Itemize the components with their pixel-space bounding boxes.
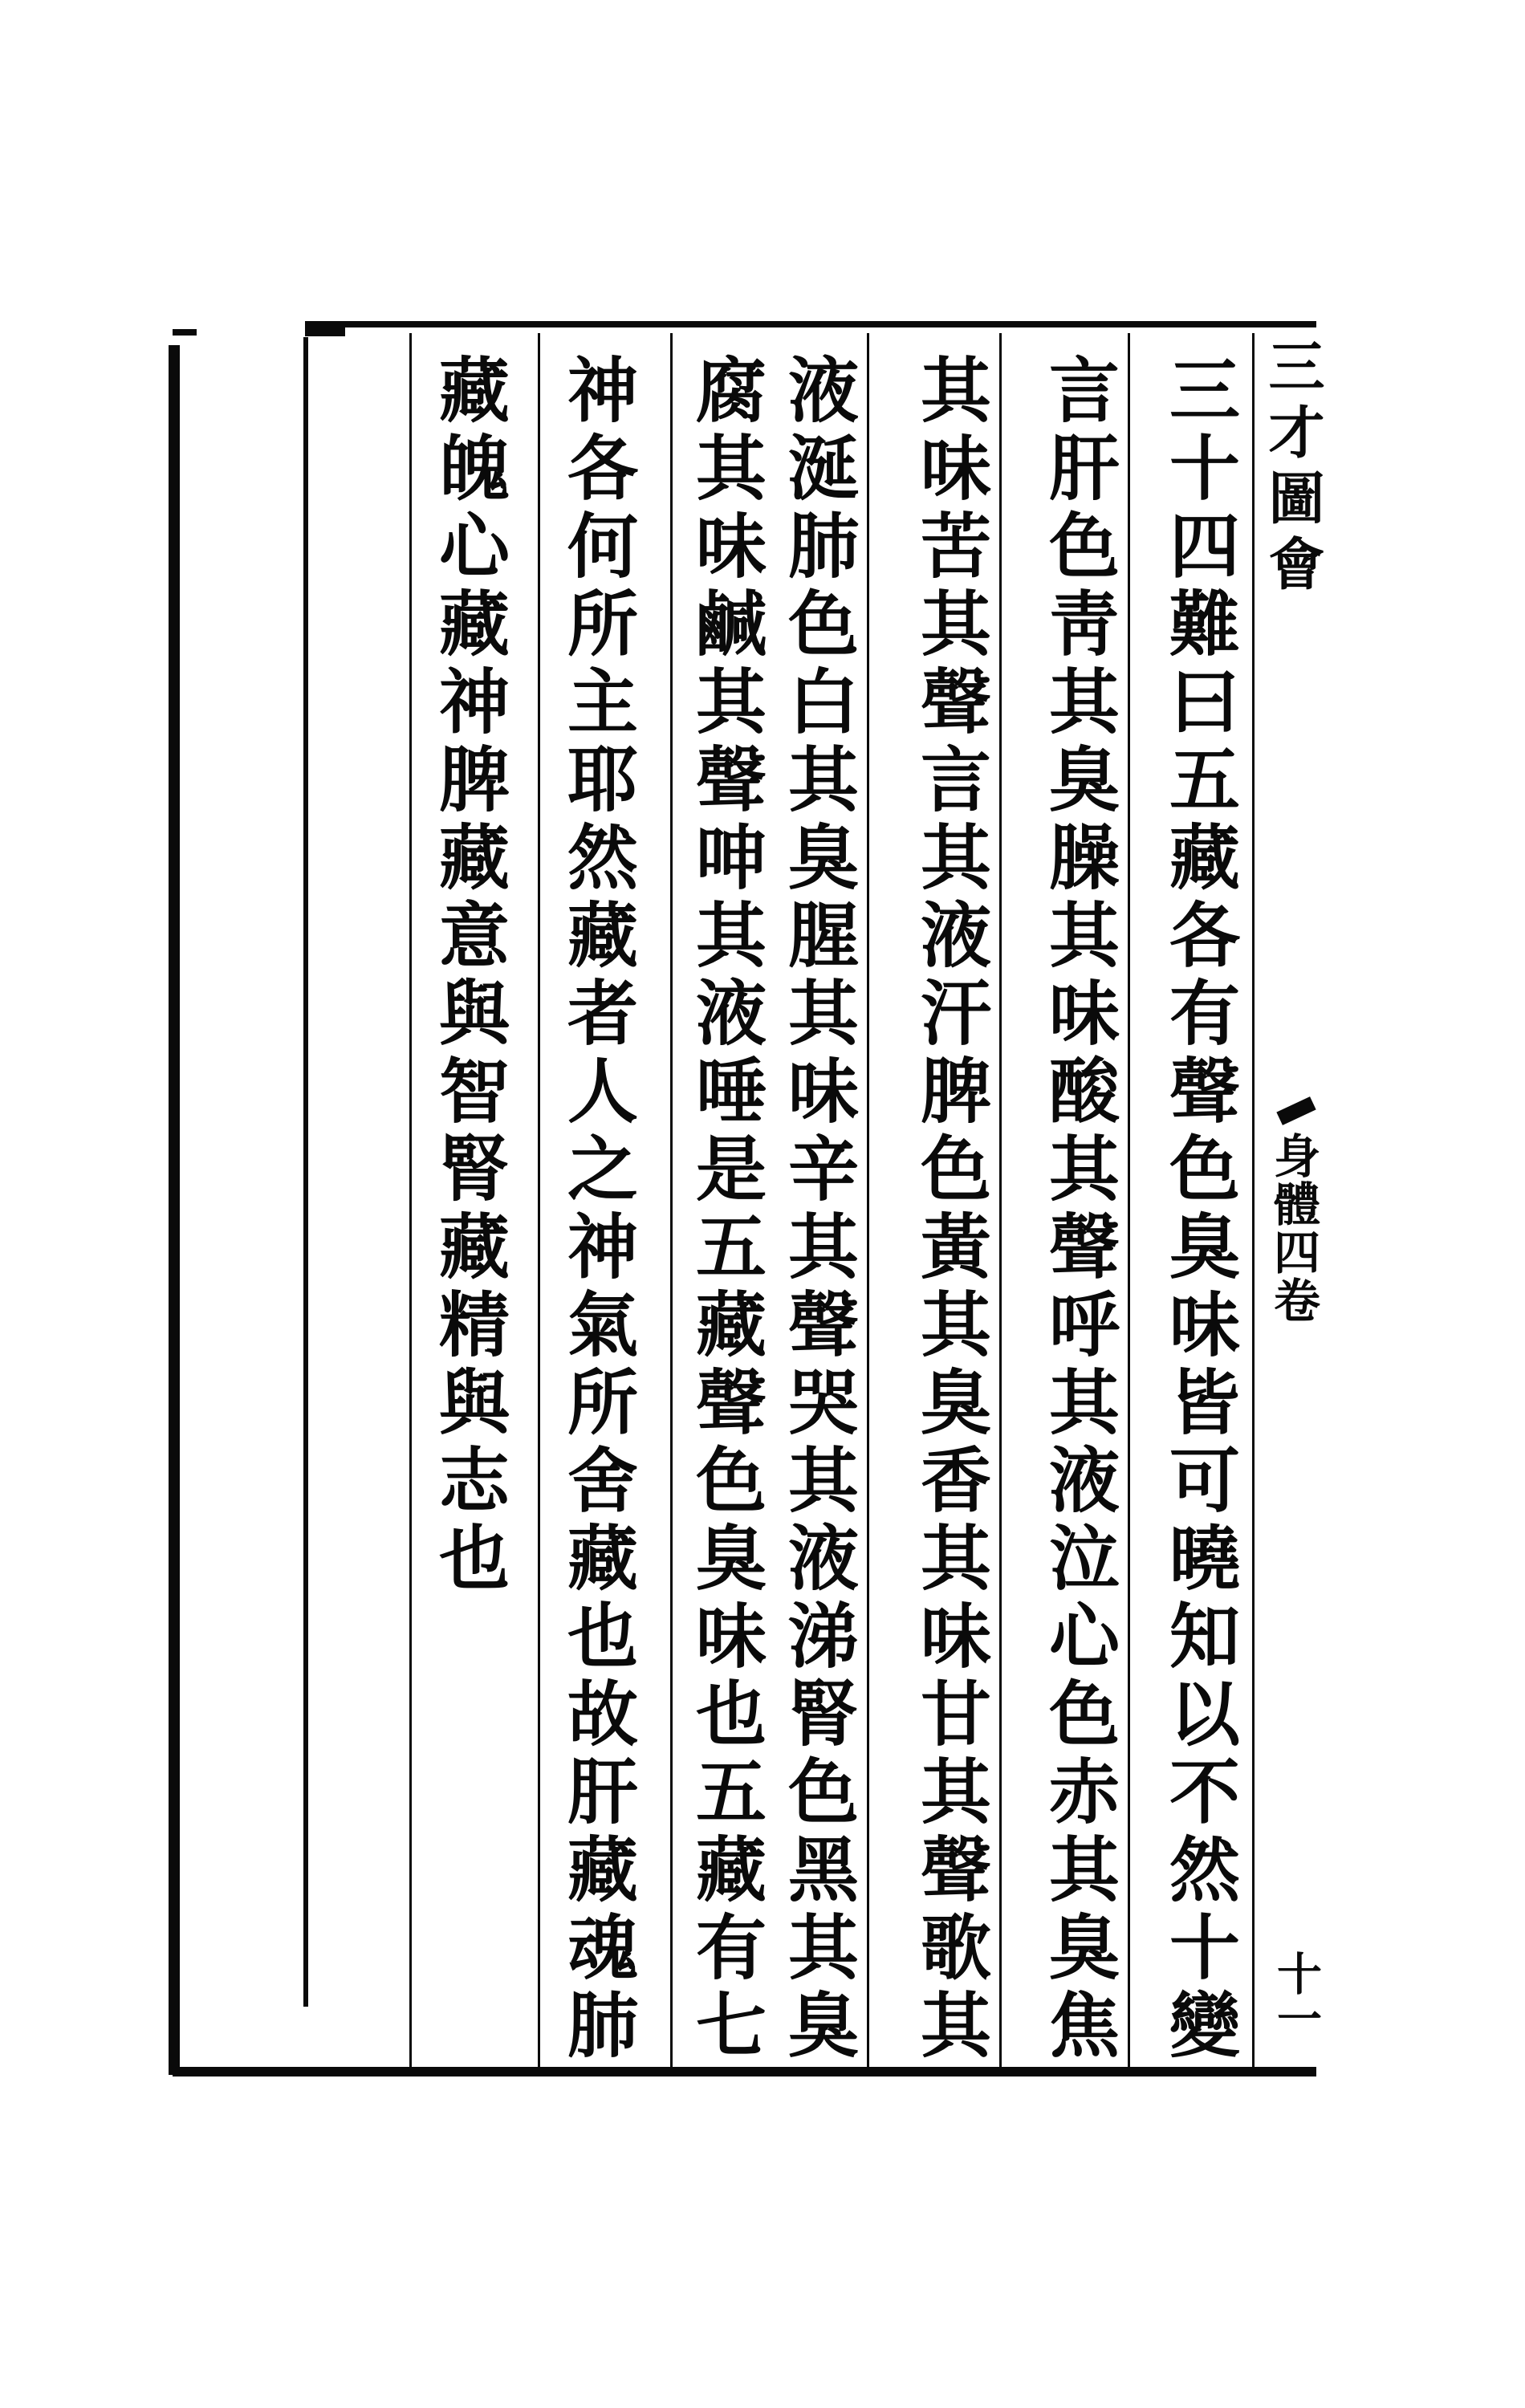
text-column-7: 藏魄心藏神脾藏意與智腎藏精與志也 [428, 353, 511, 1599]
page-number: 十一 [1270, 1950, 1323, 2040]
text-column-5: 腐其味鹹其聲呻其液唾是五藏聲色臭味也五藏有七 [685, 353, 768, 2066]
text-column-3: 其味苦其聲言其液汗脾色黃其臭香其味甘其聲歌其 [909, 353, 993, 2066]
text-column-4: 液涎肺色白其臭腥其味辛其聲哭其液涕腎色黑其臭 [777, 353, 860, 2066]
text-column-6: 神各何所主耶然藏者人之神氣所舍藏也故肝藏魂肺 [556, 353, 640, 2066]
column-separator [409, 333, 412, 2067]
column-separator [670, 333, 673, 2067]
bottom-border-rule [173, 2067, 1316, 2076]
text-column-2: 言肝色靑其臭臊其味酸其聲呼其液泣心色赤其臭焦 [1038, 353, 1121, 2066]
left-outer-border-rule [169, 345, 180, 2075]
text-column-1: 三十四難曰五藏各有聲色臭味皆可曉知以不然十變 [1158, 353, 1242, 2066]
section-title: 身體四卷 [1266, 1132, 1320, 1324]
left-border-tick [173, 329, 197, 336]
left-inner-border-rule [303, 337, 308, 2007]
column-separator [999, 333, 1002, 2067]
column-separator [867, 333, 869, 2067]
top-border-rule [305, 321, 1316, 327]
column-separator [1252, 333, 1255, 2067]
page-header-margin [1260, 337, 1324, 2055]
column-separator [1128, 333, 1130, 2067]
book-title: 三才圖會 [1259, 337, 1326, 600]
fish-tail-mark [1276, 1096, 1316, 1125]
column-separator [538, 333, 540, 2067]
left-inner-border-cap [305, 325, 345, 336]
